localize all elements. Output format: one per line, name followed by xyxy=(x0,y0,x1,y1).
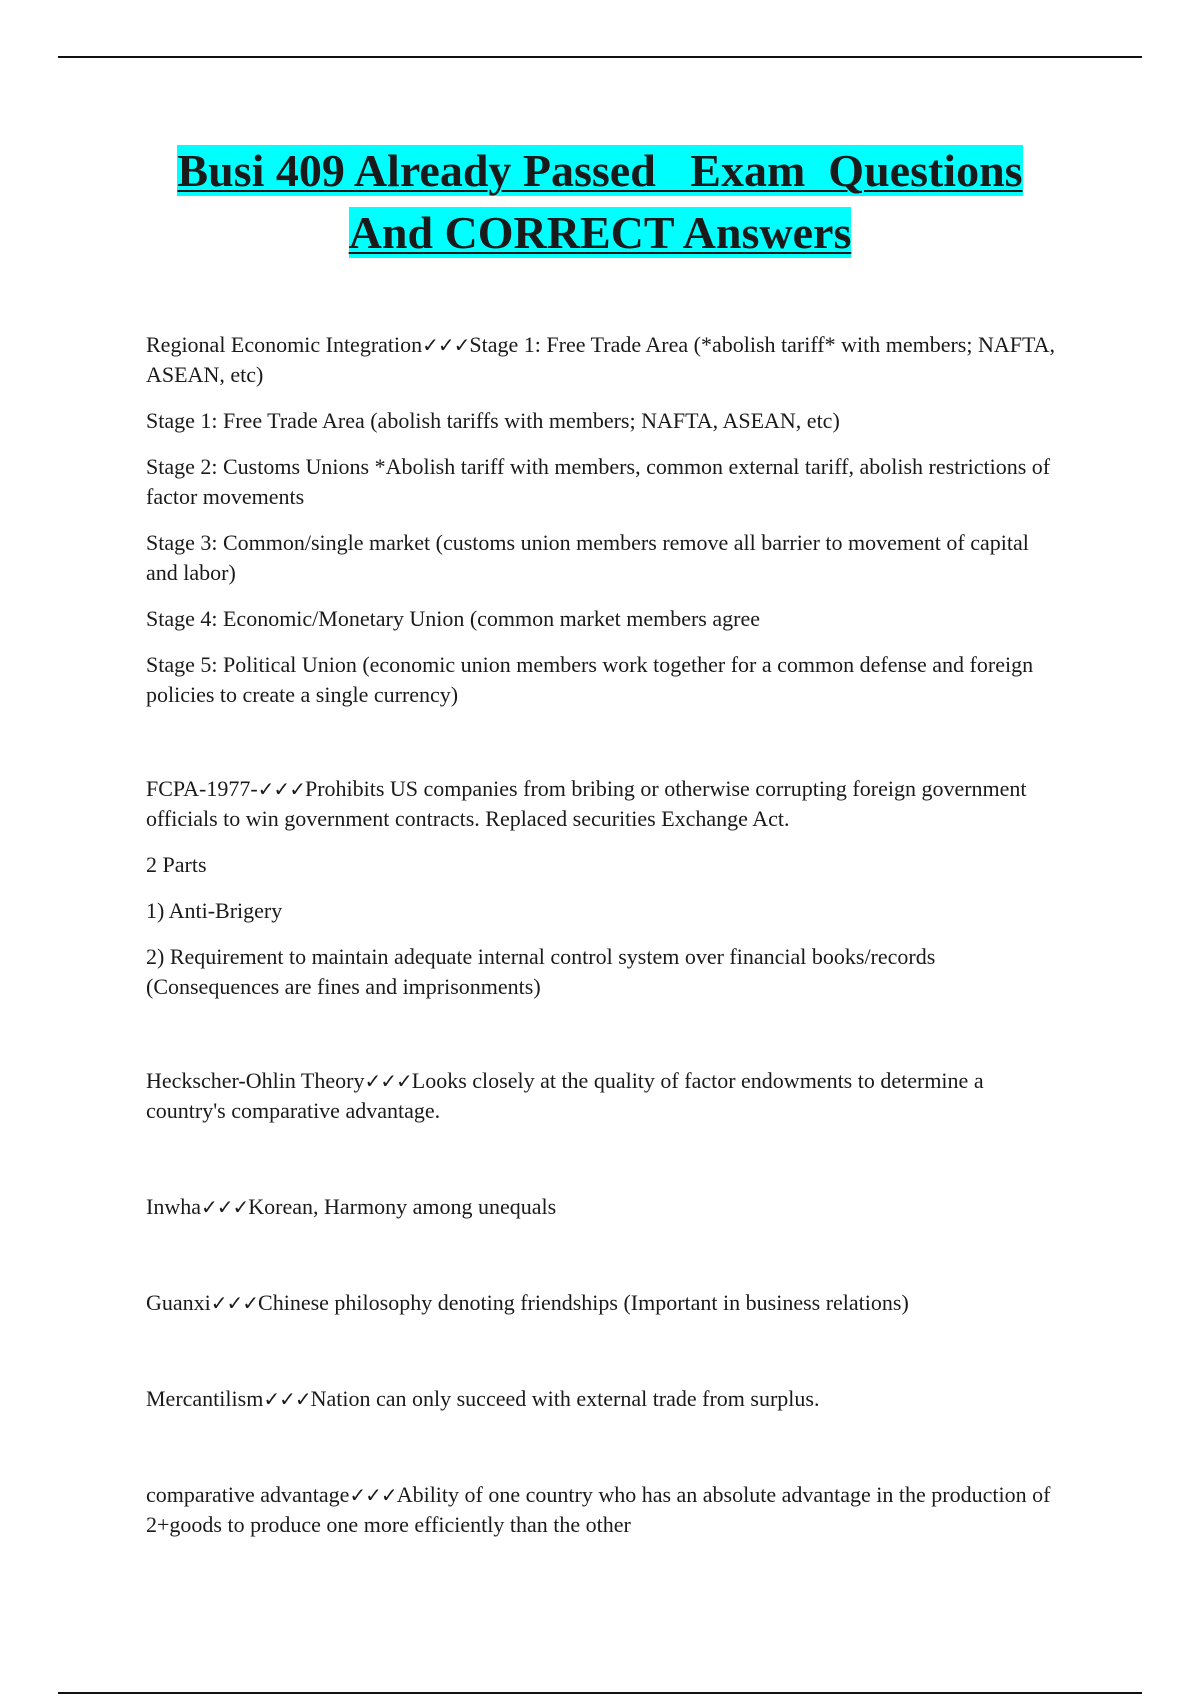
checkmark-icon: ✓✓✓ xyxy=(200,1195,249,1219)
qa-mercantilism xyxy=(146,1384,1066,1414)
qa-fcpa xyxy=(146,774,1066,834)
definition: Prohibits US companies from bribing or otherwise corrupting foreign government officials to win government contracts. Replaced securities Exchange Act. xyxy=(146,776,1027,831)
document-title xyxy=(100,140,1100,264)
definition: Nation can only succeed with external trade from surplus. xyxy=(310,1386,820,1411)
stage-1: Stage 1: Free Trade Area (abolish tariffs with members; NAFTA, ASEAN, etc) xyxy=(146,408,840,433)
title-line-2: And CORRECT Answers xyxy=(348,207,852,258)
fcpa-part-1: 1) Anti-Brigery xyxy=(146,898,283,923)
definition: Ability of one country who has an absolute advantage in the production of 2+goods to produce one more efficiently than the other xyxy=(146,1482,1051,1537)
fcpa-part-2: 2) Requirement to maintain adequate internal control system over financial books/records (Consequences are fines and imprisonments) xyxy=(146,944,936,999)
stage-3: Stage 3: Common/single market (customs union members remove all barrier to movement of capital and labor) xyxy=(146,530,1029,585)
stage-2: Stage 2: Customs Unions *Abolish tariff with members, common external tariff, abolish restrictions of factor movements xyxy=(146,454,1051,509)
checkmark-icon: ✓✓✓ xyxy=(263,1387,311,1411)
qa-guanxi xyxy=(146,1288,1066,1318)
term: Heckscher-Ohlin Theory xyxy=(146,1068,365,1093)
checkmark-icon: ✓✓✓ xyxy=(349,1483,397,1507)
term: Mercantilism xyxy=(146,1386,264,1411)
stage-4: Stage 4: Economic/Monetary Union (common market members agree xyxy=(146,606,760,631)
checkmark-icon: ✓✓✓ xyxy=(257,777,305,801)
footer-rule xyxy=(58,1692,1142,1694)
fcpa-parts: 2 Parts xyxy=(146,852,207,877)
term: Inwha xyxy=(146,1194,201,1219)
qa-inwha xyxy=(146,1192,1066,1222)
title-line-1: Busi 409 Already Passed Exam Questions xyxy=(177,145,1023,196)
definition: Chinese philosophy denoting friendships (Important in business relations) xyxy=(258,1290,909,1315)
qa-heckscher-ohlin xyxy=(146,1066,1066,1126)
definition: Korean, Harmony among unequals xyxy=(248,1194,557,1219)
definition: Looks closely at the quality of factor endowments to determine a country's comparative advantage. xyxy=(146,1068,984,1123)
stage-5: Stage 5: Political Union (economic union members work together for a common defense and foreign policies to create a single currency) xyxy=(146,652,1034,707)
checkmark-icon: ✓✓✓ xyxy=(364,1069,412,1093)
term: FCPA-1977- xyxy=(146,776,258,801)
header-rule xyxy=(58,56,1142,58)
definition: Stage 1: Free Trade Area (*abolish tariff* with members; NAFTA, ASEAN, etc) xyxy=(146,332,1056,387)
term: comparative advantage xyxy=(146,1482,350,1507)
checkmark-icon: ✓✓✓ xyxy=(210,1291,259,1315)
term: Guanxi xyxy=(146,1290,211,1315)
checkmark-icon: ✓✓✓ xyxy=(422,333,470,357)
document-body xyxy=(146,330,1066,1556)
qa-regional-integration xyxy=(146,330,1066,390)
term: Regional Economic Integration xyxy=(146,332,423,357)
qa-comparative-advantage xyxy=(146,1480,1066,1540)
